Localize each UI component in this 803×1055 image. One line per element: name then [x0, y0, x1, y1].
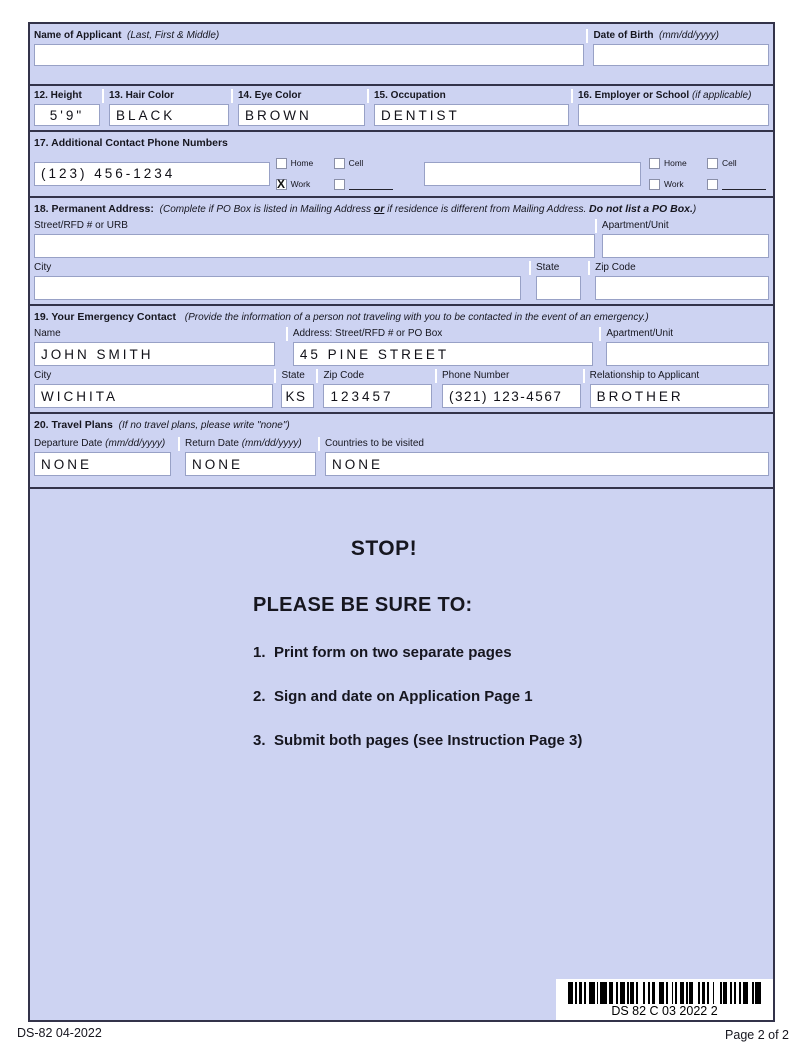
section-19-title-line	[34, 309, 769, 326]
phone1-other-checkbox[interactable]	[334, 179, 345, 190]
emergency-apt-label: Apartment/Unit	[606, 326, 769, 342]
name-of-applicant-label	[34, 28, 584, 44]
employer-label: 16. Employer or School	[578, 90, 690, 101]
section-12-16	[30, 84, 773, 130]
stop-item-3	[253, 732, 643, 749]
section-19-emergency-contact	[30, 304, 773, 412]
stop-item-2	[253, 688, 643, 705]
phone1-cell-checkbox[interactable]	[334, 158, 345, 169]
phone1-work-mark: X	[277, 176, 286, 191]
name-of-applicant-hint: (Last, First & Middle)	[126, 30, 220, 41]
perm-state-input[interactable]	[536, 276, 581, 300]
employer-input[interactable]	[578, 104, 769, 126]
section-19-title: 19. Your Emergency Contact	[34, 311, 176, 323]
stop-item-1	[253, 644, 643, 661]
phone2-other-write-in-line[interactable]	[722, 178, 766, 190]
stop-item-1-number: 1.	[253, 644, 266, 661]
return-date-input[interactable]	[185, 452, 316, 476]
stop-item-3-number: 3.	[253, 732, 266, 749]
date-of-birth-label	[593, 28, 769, 44]
eye-color-input[interactable]	[238, 104, 365, 126]
phone-2-type-group	[649, 155, 769, 192]
section-18-permanent-address	[30, 196, 773, 304]
countries-label: Countries to be visited	[325, 436, 769, 452]
date-of-birth-input[interactable]	[593, 44, 769, 66]
section-18-hint-pre: (Complete if PO Box is listed in Mailing Address	[159, 204, 374, 215]
emergency-state-label: State	[281, 368, 314, 384]
stop-item-2-number: 2.	[253, 688, 266, 705]
emergency-zip-input[interactable]	[323, 384, 432, 408]
phone2-work-checkbox[interactable]	[649, 179, 660, 190]
emergency-name-label: Name	[34, 328, 61, 339]
emergency-city-label: City	[34, 370, 52, 381]
section-17-phones	[30, 130, 773, 196]
stop-title: STOP!	[350, 537, 418, 560]
perm-state-label: State	[536, 260, 581, 276]
phone-1-input[interactable]	[34, 162, 270, 186]
section-20-hint: (If no travel plans, please write "none")	[118, 420, 290, 431]
emergency-relationship-label: Relationship to Applicant	[590, 368, 769, 384]
barcode-block	[556, 979, 773, 1020]
section-18-hint-bold: Do not list a PO Box.	[589, 203, 693, 215]
perm-zip-input[interactable]	[595, 276, 769, 300]
section-18-hint-or: or	[373, 203, 385, 215]
stop-heading: PLEASE BE SURE TO:	[253, 594, 473, 616]
emergency-phone-label: Phone Number	[442, 368, 581, 384]
emergency-relationship-input[interactable]	[590, 384, 769, 408]
occupation-label: 15. Occupation	[374, 90, 446, 101]
hair-color-label: 13. Hair Color	[109, 90, 175, 101]
phone2-cell-checkbox[interactable]	[707, 158, 718, 169]
height-input[interactable]	[34, 104, 100, 126]
return-date-label: Return Date	[185, 438, 239, 449]
phone-2-input[interactable]	[424, 162, 641, 186]
stop-item-3-text: Submit both pages (see Instruction Page 3)	[274, 732, 583, 749]
perm-street-input[interactable]	[34, 234, 595, 258]
section-18-title-line	[34, 201, 769, 218]
barcode-image	[568, 982, 761, 1004]
phone-1-type-group	[276, 155, 396, 192]
employer-hint: (if applicable)	[691, 90, 752, 101]
emergency-name-input[interactable]	[34, 342, 275, 366]
emergency-phone-input[interactable]	[442, 384, 581, 408]
section-18-hint-close: )	[692, 204, 697, 215]
eye-color-label: 14. Eye Color	[238, 90, 302, 101]
hair-color-input[interactable]	[109, 104, 229, 126]
emergency-address-input[interactable]	[293, 342, 594, 366]
phone1-home-label: Home	[290, 158, 314, 168]
perm-apt-label: Apartment/Unit	[602, 218, 769, 234]
barcode-caption: DS 82 C 03 2022 2	[611, 1004, 718, 1018]
return-date-hint: (mm/dd/yyyy)	[241, 438, 302, 449]
phone2-home-label: Home	[664, 158, 687, 168]
countries-input[interactable]	[325, 452, 769, 476]
height-label: 12. Height	[34, 90, 82, 101]
phone1-other-write-in-line[interactable]	[349, 178, 393, 190]
departure-date-input[interactable]	[34, 452, 171, 476]
section-18-hint-mid: if residence is different from Mailing Address.	[384, 204, 590, 215]
page-number-footer: Page 2 of 2	[725, 1028, 789, 1042]
section-20-title-line	[34, 417, 769, 434]
emergency-apt-input[interactable]	[606, 342, 769, 366]
departure-date-label: Departure Date	[34, 438, 103, 449]
emergency-zip-label: Zip Code	[323, 368, 432, 384]
phone1-work-label: Work	[290, 179, 311, 189]
perm-city-input[interactable]	[34, 276, 521, 300]
phone1-cell-label: Cell	[348, 158, 364, 168]
phone2-cell-label: Cell	[722, 158, 737, 168]
phone2-other-checkbox[interactable]	[707, 179, 718, 190]
section-19-hint: (Provide the information of a person not traveling with you to be contacted in the event of an emergency.)	[184, 312, 649, 323]
section-18-title: 18. Permanent Address:	[34, 203, 154, 215]
stop-item-1-text: Print form on two separate pages	[274, 644, 512, 661]
perm-zip-label: Zip Code	[595, 260, 769, 276]
name-of-applicant-label-text: Name of Applicant	[34, 30, 122, 41]
emergency-state-input[interactable]	[281, 384, 314, 408]
phone1-work-checkbox[interactable]	[276, 176, 287, 191]
emergency-city-input[interactable]	[34, 384, 273, 408]
form-number-footer: DS-82 04-2022	[17, 1026, 102, 1040]
section-20-title: 20. Travel Plans	[34, 419, 113, 431]
phone2-home-checkbox[interactable]	[649, 158, 660, 169]
date-of-birth-label-text: Date of Birth	[593, 30, 654, 41]
perm-apt-input[interactable]	[602, 234, 769, 258]
perm-street-label: Street/RFD # or URB	[34, 220, 128, 231]
departure-date-hint: (mm/dd/yyyy)	[105, 438, 166, 449]
perm-city-label: City	[34, 262, 52, 273]
occupation-input[interactable]	[374, 104, 569, 126]
emergency-address-label: Address: Street/RFD # or PO Box	[293, 326, 594, 342]
date-of-birth-hint: (mm/dd/yyyy)	[659, 30, 719, 41]
section-name-dob	[30, 24, 773, 84]
section-stop-notice	[30, 487, 773, 1020]
stop-notice	[253, 489, 643, 749]
section-17-title: 17. Additional Contact Phone Numbers	[34, 137, 228, 149]
stop-item-2-text: Sign and date on Application Page 1	[274, 688, 533, 705]
section-20-travel-plans	[30, 412, 773, 487]
phone2-work-label: Work	[664, 179, 684, 189]
ds82-form-page2	[28, 22, 775, 1022]
phone1-home-checkbox[interactable]	[276, 158, 287, 169]
name-of-applicant-input[interactable]	[34, 44, 584, 66]
